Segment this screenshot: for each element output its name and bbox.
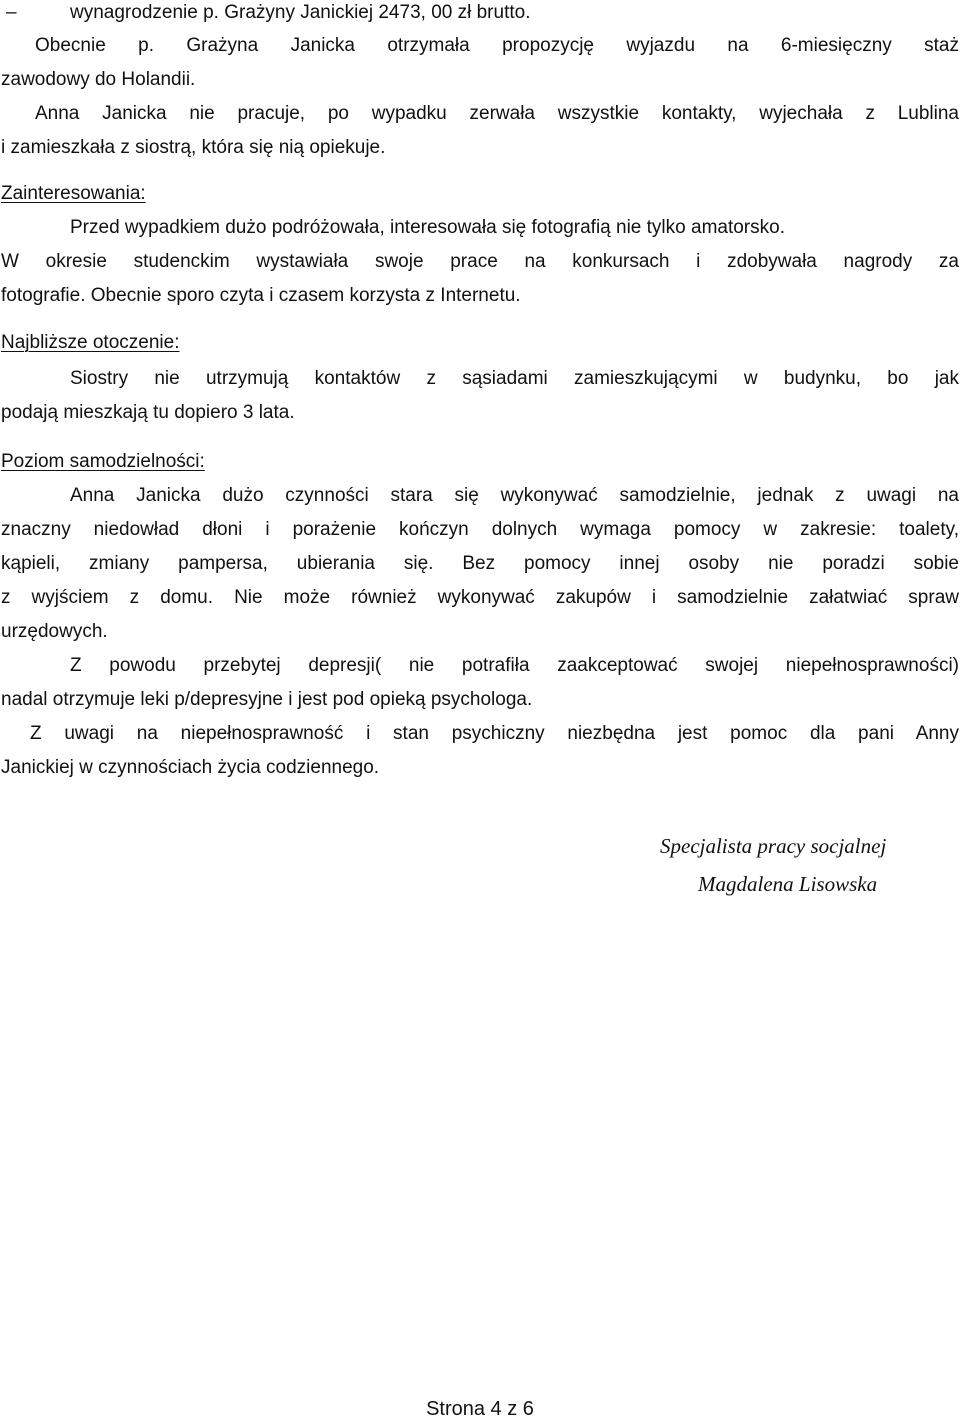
text-line: Z powodu przebytej depresji( nie potrafiła zaakceptować swojej niepełnosprawności) bbox=[70, 655, 959, 676]
text-line: fotografie. Obecnie sporo czyta i czasem korzysta z Internetu. bbox=[1, 285, 521, 306]
text-line: z wyjściem z domu. Nie może również wykonywać zakupów i samodzielnie załatwiać spraw bbox=[1, 587, 959, 608]
bullet-dash: – bbox=[6, 2, 17, 23]
text-line: Anna Janicka nie pracuje, po wypadku zerwała wszystkie kontakty, wyjechała z Lublina bbox=[35, 103, 959, 124]
text-line: urzędowych. bbox=[1, 621, 108, 642]
signature-name: Magdalena Lisowska bbox=[698, 872, 878, 896]
page-number: Strona 4 z 6 bbox=[426, 1398, 534, 1420]
text-line: Obecnie p. Grażyna Janicka otrzymała propozycję wyjazdu na 6-miesięczny staż bbox=[35, 35, 959, 56]
text-line: W okresie studenckim wystawiała swoje prace na konkursach i zdobywała nagrody za bbox=[1, 251, 959, 272]
section-heading-environment: Najbliższe otoczenie: bbox=[1, 332, 180, 353]
text-line: Przed wypadkiem dużo podróżowała, interesowała się fotografią nie tylko amatorsko. bbox=[70, 217, 785, 238]
section-heading-interests: Zainteresowania: bbox=[1, 183, 146, 204]
text-line: wynagrodzenie p. Grażyny Janickiej 2473, 00 zł brutto. bbox=[70, 2, 531, 23]
signature-role: Specjalista pracy socjalnej bbox=[660, 834, 887, 858]
text-line: zawodowy do Holandii. bbox=[1, 69, 196, 90]
text-line: podają mieszkają tu dopiero 3 lata. bbox=[1, 402, 295, 423]
text-line: Siostry nie utrzymują kontaktów z sąsiadami zamieszkującymi w budynku, bo jak bbox=[70, 368, 959, 389]
text-line: i zamieszkała z siostrą, która się nią opiekuje. bbox=[1, 137, 386, 158]
section-heading-independence: Poziom samodzielności: bbox=[1, 451, 205, 472]
text-line: znaczny niedowład dłoni i porażenie kończyn dolnych wymaga pomocy w zakresie: toalety, bbox=[1, 519, 959, 540]
text-line: nadal otrzymuje leki p/depresyjne i jest pod opieką psychologa. bbox=[1, 689, 533, 710]
text-line: kąpieli, zmiany pampersa, ubierania się. Bez pomocy innej osoby nie poradzi sobie bbox=[1, 553, 959, 574]
text-line: Janickiej w czynnościach życia codziennego. bbox=[1, 757, 380, 778]
text-line: Z uwagi na niepełnosprawność i stan psychiczny niezbędna jest pomoc dla pani Anny bbox=[30, 723, 959, 744]
text-line: Anna Janicka dużo czynności stara się wykonywać samodzielnie, jednak z uwagi na bbox=[70, 485, 959, 506]
